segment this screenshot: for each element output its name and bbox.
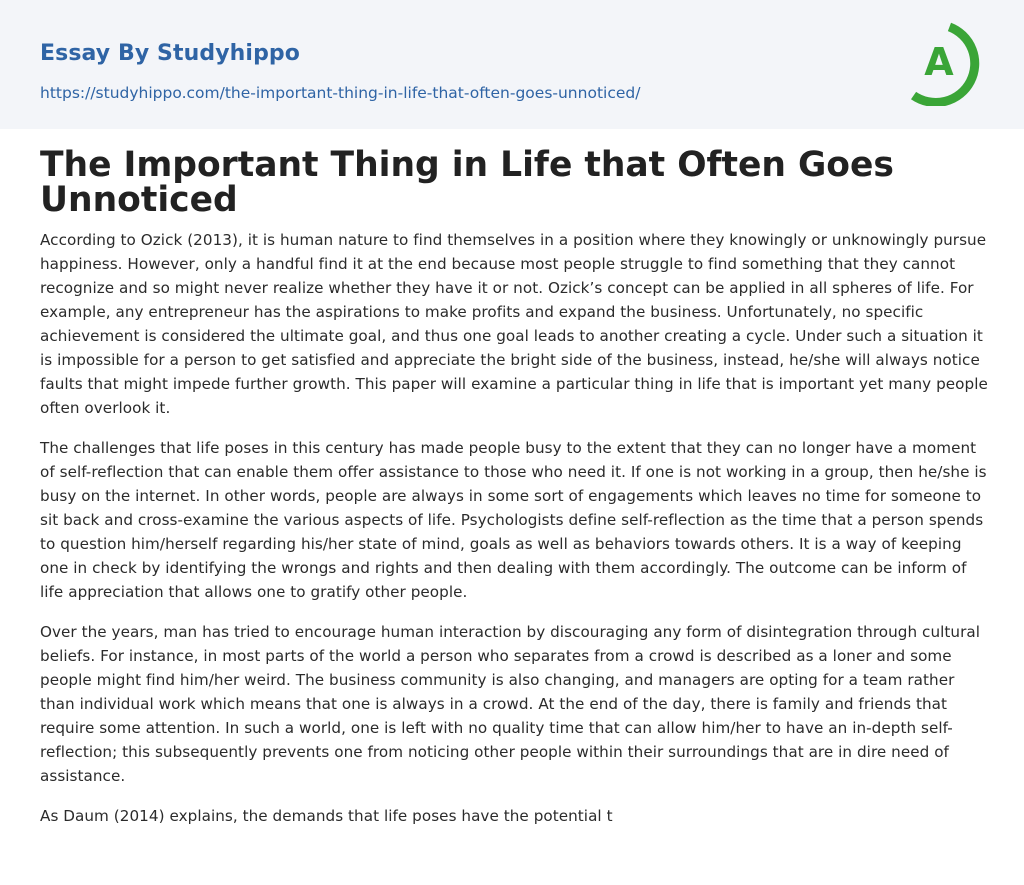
- essay-title: The Important Thing in Life that Often Goes Unnoticed: [40, 145, 894, 220]
- studyhippo-logo-icon[interactable]: [910, 18, 988, 106]
- site-header: [0, 0, 1024, 129]
- essay-paragraph: Over the years, man has tried to encourage human interaction by discouraging any form of disintegration through cultural beliefs. For instance, in most parts of the world a person who separates from a crowd is described as a loner and some people might find him/her weird. The business community is also changing, and managers are opting for a team rather than individual work which means that one is always in a crowd. At the end of the day, there is family and friends that require some attention. In such a world, one is left with no quality time that can allow him/her to have an in-depth self-reflection; this subsequently prevents one from noticing other people within their surroundings that are in dire need of assistance.: [40, 623, 980, 785]
- essay-paragraph: According to Ozick (2013), it is human nature to find themselves in a position where they knowingly or unknowingly pursue happiness. However, only a handful find it at the end because most people struggle to find something that they cannot recognize and so might never realize whether they have it or not. Ozick’s concept can be applied in all spheres of life. For example, any entrepreneur has the aspirations to make profits and expand the business. Unfortunately, no specific achievement is considered the ultimate goal, and thus one goal leads to another creating a cycle. Under such a situation it is impossible for a person to get satisfied and appreciate the bright side of the business, instead, he/she will always notice faults that might impede further growth. This paper will examine a particular thing in life that is important yet many people often overlook it.: [40, 231, 988, 417]
- essay-paragraph: As Daum (2014) explains, the demands that life poses have the potential t: [40, 807, 613, 825]
- logo-letter: A: [924, 40, 954, 84]
- source-url-link[interactable]: https://studyhippo.com/the-important-thing-in-life-that-often-goes-unnoticed/: [40, 84, 641, 102]
- essay-body: [40, 228, 990, 844]
- brand-title: Essay By Studyhippo: [40, 41, 300, 66]
- essay-paragraph: The challenges that life poses in this century has made people busy to the extent that they can no longer have a moment of self-reflection that can enable them offer assistance to those who need it. If one is not working in a group, then he/she is busy on the internet. In other words, people are always in some sort of engagements which leaves no time for someone to sit back and cross-examine the various aspects of life. Psychologists define self-reflection as the time that a person spends to question him/herself regarding his/her state of mind, goals as well as behaviors towards others. It is a way of keeping one in check by identifying the wrongs and rights and then dealing with them accordingly. The outcome can be inform of life appreciation that allows one to gratify other people.: [40, 439, 987, 601]
